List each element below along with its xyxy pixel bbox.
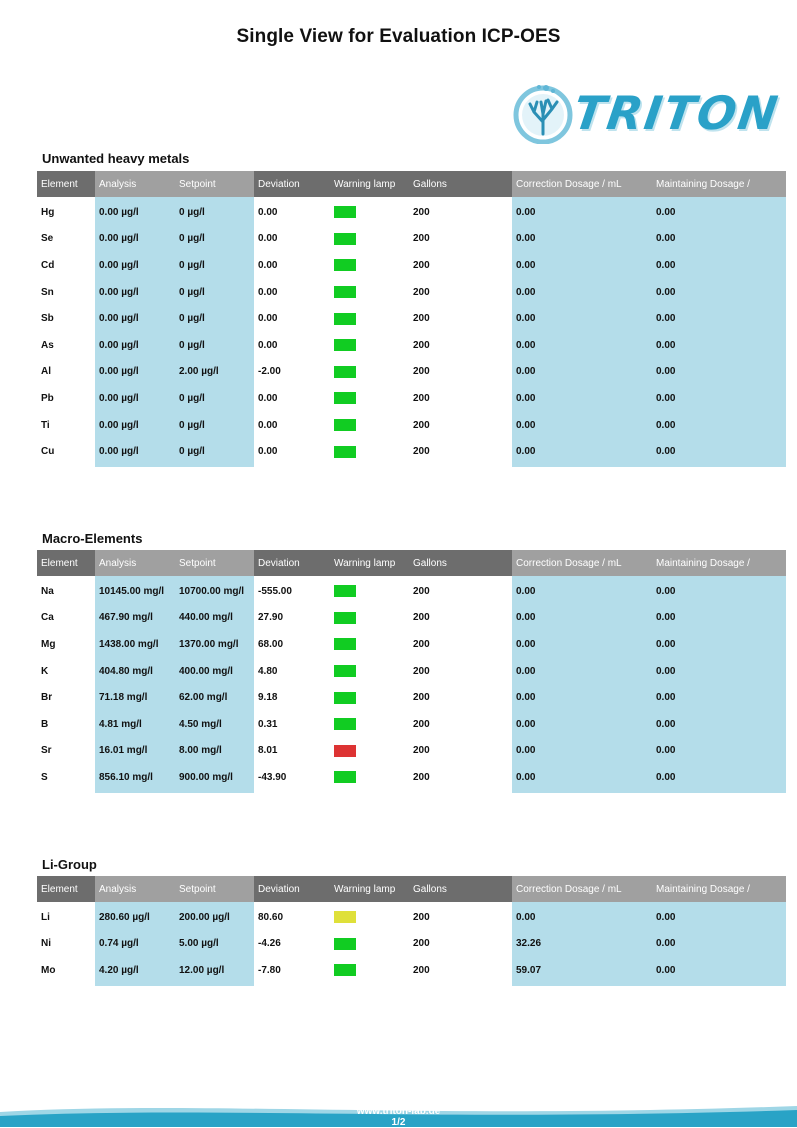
setpoint-cell: 400.00 mg/l bbox=[175, 658, 254, 685]
correction-dosage-cell: 0.00 bbox=[512, 438, 652, 467]
maintaining-dosage-cell: 0.00 bbox=[652, 385, 786, 412]
analysis-cell: 1438.00 mg/l bbox=[95, 631, 175, 658]
column-header-analysis: Analysis bbox=[95, 876, 175, 902]
setpoint-cell: 200.00 µg/l bbox=[175, 902, 254, 931]
setpoint-cell: 0 µg/l bbox=[175, 438, 254, 467]
column-header-correction-dosage: Correction Dosage / mL bbox=[512, 550, 652, 576]
deviation-cell: 0.00 bbox=[258, 313, 278, 325]
correction-dosage-cell: 0.00 bbox=[512, 226, 652, 253]
maintaining-dosage-cell: 0.00 bbox=[652, 438, 786, 467]
deviation-cell: 0.31 bbox=[258, 718, 278, 730]
element-cell: K bbox=[41, 665, 49, 677]
analysis-cell: 0.00 µg/l bbox=[95, 385, 175, 412]
deviation-cell: -4.26 bbox=[258, 938, 281, 950]
table-row bbox=[37, 252, 786, 279]
warning-lamp-cell bbox=[330, 902, 409, 931]
element-cell: Sn bbox=[41, 286, 54, 298]
analysis-cell: 0.00 µg/l bbox=[95, 412, 175, 439]
warning-lamp-green bbox=[334, 718, 356, 730]
coral-emblem-icon bbox=[512, 82, 574, 144]
correction-dosage-cell: 0.00 bbox=[512, 902, 652, 931]
correction-dosage-cell: 0.00 bbox=[512, 684, 652, 711]
warning-lamp-green bbox=[334, 339, 356, 351]
column-header-setpoint: Setpoint bbox=[175, 876, 254, 902]
deviation-cell: 8.01 bbox=[258, 745, 278, 757]
column-header-deviation: Deviation bbox=[254, 876, 330, 902]
li-group-table bbox=[37, 876, 786, 986]
analysis-cell: 0.00 µg/l bbox=[95, 359, 175, 386]
element-cell: As bbox=[41, 339, 54, 351]
gallons-cell: 200 bbox=[413, 366, 430, 378]
heavy-metals-table bbox=[37, 171, 786, 467]
column-header-analysis: Analysis bbox=[95, 550, 175, 576]
correction-dosage-cell: 0.00 bbox=[512, 658, 652, 685]
element-cell: B bbox=[41, 718, 49, 730]
maintaining-dosage-cell: 0.00 bbox=[652, 957, 786, 986]
correction-dosage-cell: 0.00 bbox=[512, 279, 652, 306]
element-cell: Na bbox=[41, 585, 54, 597]
table-row bbox=[37, 412, 786, 439]
element-cell: S bbox=[41, 771, 48, 783]
setpoint-cell: 62.00 mg/l bbox=[175, 684, 254, 711]
gallons-cell: 200 bbox=[413, 233, 430, 245]
column-header-deviation: Deviation bbox=[254, 550, 330, 576]
deviation-cell: 0.00 bbox=[258, 419, 278, 431]
warning-lamp-cell bbox=[330, 197, 409, 226]
deviation-cell: 0.00 bbox=[258, 392, 278, 404]
warning-lamp-cell bbox=[330, 684, 409, 711]
setpoint-cell: 4.50 mg/l bbox=[175, 711, 254, 738]
footer-url[interactable]: www.triton-lab.de bbox=[356, 1106, 441, 1117]
analysis-cell: 4.20 µg/l bbox=[95, 957, 175, 986]
column-header-analysis: Analysis bbox=[95, 171, 175, 197]
column-header-deviation: Deviation bbox=[254, 171, 330, 197]
table-header-row bbox=[37, 876, 786, 902]
maintaining-dosage-cell: 0.00 bbox=[652, 658, 786, 685]
deviation-cell: 0.00 bbox=[258, 339, 278, 351]
maintaining-dosage-cell: 0.00 bbox=[652, 359, 786, 386]
warning-lamp-green bbox=[334, 612, 356, 624]
table-row bbox=[37, 226, 786, 253]
deviation-cell: 0.00 bbox=[258, 233, 278, 245]
column-header-element: Element bbox=[37, 171, 95, 197]
column-header-setpoint: Setpoint bbox=[175, 550, 254, 576]
element-cell: Pb bbox=[41, 392, 54, 404]
analysis-cell: 467.90 mg/l bbox=[95, 605, 175, 632]
correction-dosage-cell: 0.00 bbox=[512, 631, 652, 658]
warning-lamp-cell bbox=[330, 359, 409, 386]
warning-lamp-cell bbox=[330, 226, 409, 253]
warning-lamp-green bbox=[334, 638, 356, 650]
analysis-cell: 856.10 mg/l bbox=[95, 764, 175, 793]
warning-lamp-cell bbox=[330, 385, 409, 412]
deviation-cell: 27.90 bbox=[258, 612, 284, 624]
warning-lamp-green bbox=[334, 585, 356, 597]
gallons-cell: 200 bbox=[413, 771, 430, 783]
column-header-warning-lamp: Warning lamp bbox=[330, 550, 409, 576]
warning-lamp-green bbox=[334, 964, 356, 976]
warning-lamp-cell bbox=[330, 279, 409, 306]
gallons-cell: 200 bbox=[413, 339, 430, 351]
correction-dosage-cell: 32.26 bbox=[512, 931, 652, 958]
element-cell: Ni bbox=[41, 938, 51, 950]
maintaining-dosage-cell: 0.00 bbox=[652, 412, 786, 439]
setpoint-cell: 5.00 µg/l bbox=[175, 931, 254, 958]
table-row bbox=[37, 332, 786, 359]
table-row bbox=[37, 684, 786, 711]
macro-elements-table bbox=[37, 550, 786, 793]
correction-dosage-cell: 0.00 bbox=[512, 764, 652, 793]
setpoint-cell: 0 µg/l bbox=[175, 385, 254, 412]
maintaining-dosage-cell: 0.00 bbox=[652, 711, 786, 738]
setpoint-cell: 12.00 µg/l bbox=[175, 957, 254, 986]
gallons-cell: 200 bbox=[413, 964, 430, 976]
maintaining-dosage-cell: 0.00 bbox=[652, 576, 786, 605]
analysis-cell: 71.18 mg/l bbox=[95, 684, 175, 711]
deviation-cell: -43.90 bbox=[258, 771, 287, 783]
setpoint-cell: 10700.00 mg/l bbox=[175, 576, 254, 605]
column-header-element: Element bbox=[37, 876, 95, 902]
warning-lamp-green bbox=[334, 771, 356, 783]
table-row bbox=[37, 738, 786, 765]
warning-lamp-green bbox=[334, 692, 356, 704]
analysis-cell: 0.00 µg/l bbox=[95, 305, 175, 332]
correction-dosage-cell: 59.07 bbox=[512, 957, 652, 986]
maintaining-dosage-cell: 0.00 bbox=[652, 764, 786, 793]
column-header-correction-dosage: Correction Dosage / mL bbox=[512, 876, 652, 902]
deviation-cell: 4.80 bbox=[258, 665, 278, 677]
maintaining-dosage-cell: 0.00 bbox=[652, 197, 786, 226]
element-cell: Br bbox=[41, 692, 53, 704]
deviation-cell: 68.00 bbox=[258, 638, 284, 650]
warning-lamp-cell bbox=[330, 332, 409, 359]
maintaining-dosage-cell: 0.00 bbox=[652, 631, 786, 658]
table-row bbox=[37, 931, 786, 958]
gallons-cell: 200 bbox=[413, 638, 430, 650]
analysis-cell: 404.80 mg/l bbox=[95, 658, 175, 685]
warning-lamp-green bbox=[334, 938, 356, 950]
correction-dosage-cell: 0.00 bbox=[512, 252, 652, 279]
analysis-cell: 10145.00 mg/l bbox=[95, 576, 175, 605]
element-cell: Li bbox=[41, 911, 50, 923]
table-row bbox=[37, 605, 786, 632]
warning-lamp-cell bbox=[330, 631, 409, 658]
section-title-li-group: Li-Group bbox=[42, 857, 97, 872]
column-header-gallons: Gallons bbox=[409, 876, 511, 902]
deviation-cell: -2.00 bbox=[258, 366, 281, 378]
column-header-setpoint: Setpoint bbox=[175, 171, 254, 197]
gallons-cell: 200 bbox=[413, 692, 430, 704]
table-header-row bbox=[37, 171, 786, 197]
setpoint-cell: 0 µg/l bbox=[175, 252, 254, 279]
setpoint-cell: 0 µg/l bbox=[175, 412, 254, 439]
column-header-warning-lamp: Warning lamp bbox=[330, 171, 409, 197]
gallons-cell: 200 bbox=[413, 206, 430, 218]
correction-dosage-cell: 0.00 bbox=[512, 711, 652, 738]
warning-lamp-cell bbox=[330, 957, 409, 986]
analysis-cell: 280.60 µg/l bbox=[95, 902, 175, 931]
element-cell: Ca bbox=[41, 612, 54, 624]
analysis-cell: 4.81 mg/l bbox=[95, 711, 175, 738]
setpoint-cell: 1370.00 mg/l bbox=[175, 631, 254, 658]
maintaining-dosage-cell: 0.00 bbox=[652, 305, 786, 332]
gallons-cell: 200 bbox=[413, 446, 430, 458]
table-row bbox=[37, 279, 786, 306]
setpoint-cell: 0 µg/l bbox=[175, 197, 254, 226]
warning-lamp-cell bbox=[330, 605, 409, 632]
setpoint-cell: 0 µg/l bbox=[175, 226, 254, 253]
footer-page-number: 1/2 bbox=[391, 1117, 406, 1128]
gallons-cell: 200 bbox=[413, 259, 430, 271]
correction-dosage-cell: 0.00 bbox=[512, 332, 652, 359]
deviation-cell: 80.60 bbox=[258, 911, 284, 923]
maintaining-dosage-cell: 0.00 bbox=[652, 738, 786, 765]
table-header-row bbox=[37, 550, 786, 576]
warning-lamp-cell bbox=[330, 658, 409, 685]
element-cell: Cd bbox=[41, 259, 55, 271]
analysis-cell: 0.00 µg/l bbox=[95, 438, 175, 467]
correction-dosage-cell: 0.00 bbox=[512, 305, 652, 332]
gallons-cell: 200 bbox=[413, 313, 430, 325]
table-row bbox=[37, 385, 786, 412]
gallons-cell: 200 bbox=[413, 585, 430, 597]
maintaining-dosage-cell: 0.00 bbox=[652, 279, 786, 306]
maintaining-dosage-cell: 0.00 bbox=[652, 684, 786, 711]
element-cell: Cu bbox=[41, 446, 55, 458]
warning-lamp-green bbox=[334, 366, 356, 378]
analysis-cell: 0.00 µg/l bbox=[95, 197, 175, 226]
warning-lamp-cell bbox=[330, 438, 409, 467]
maintaining-dosage-cell: 0.00 bbox=[652, 605, 786, 632]
table-row bbox=[37, 957, 786, 986]
setpoint-cell: 0 µg/l bbox=[175, 305, 254, 332]
deviation-cell: 0.00 bbox=[258, 206, 278, 218]
setpoint-cell: 440.00 mg/l bbox=[175, 605, 254, 632]
column-header-gallons: Gallons bbox=[409, 550, 511, 576]
table-row bbox=[37, 197, 786, 226]
warning-lamp-cell bbox=[330, 764, 409, 793]
element-cell: Mg bbox=[41, 638, 56, 650]
setpoint-cell: 2.00 µg/l bbox=[175, 359, 254, 386]
maintaining-dosage-cell: 0.00 bbox=[652, 332, 786, 359]
correction-dosage-cell: 0.00 bbox=[512, 197, 652, 226]
column-header-maintaining-dosage: Maintaining Dosage / bbox=[652, 876, 786, 902]
gallons-cell: 200 bbox=[413, 911, 430, 923]
correction-dosage-cell: 0.00 bbox=[512, 738, 652, 765]
section-title-macro-elements: Macro-Elements bbox=[42, 531, 143, 546]
deviation-cell: 0.00 bbox=[258, 286, 278, 298]
column-header-correction-dosage: Correction Dosage / mL bbox=[512, 171, 652, 197]
warning-lamp-green bbox=[334, 259, 356, 271]
warning-lamp-green bbox=[334, 286, 356, 298]
warning-lamp-cell bbox=[330, 305, 409, 332]
table-row bbox=[37, 658, 786, 685]
analysis-cell: 0.00 µg/l bbox=[95, 226, 175, 253]
column-header-maintaining-dosage: Maintaining Dosage / bbox=[652, 171, 786, 197]
gallons-cell: 200 bbox=[413, 419, 430, 431]
heavy-metals-rows bbox=[37, 197, 786, 467]
setpoint-cell: 8.00 mg/l bbox=[175, 738, 254, 765]
triton-logo bbox=[512, 80, 783, 146]
deviation-cell: 9.18 bbox=[258, 692, 278, 704]
warning-lamp-yellow bbox=[334, 911, 356, 923]
li-group-rows bbox=[37, 902, 786, 986]
warning-lamp-green bbox=[334, 665, 356, 677]
column-header-warning-lamp: Warning lamp bbox=[330, 876, 409, 902]
warning-lamp-green bbox=[334, 392, 356, 404]
analysis-cell: 0.00 µg/l bbox=[95, 279, 175, 306]
element-cell: Se bbox=[41, 233, 54, 245]
setpoint-cell: 900.00 mg/l bbox=[175, 764, 254, 793]
analysis-cell: 0.74 µg/l bbox=[95, 931, 175, 958]
table-row bbox=[37, 438, 786, 467]
gallons-cell: 200 bbox=[413, 612, 430, 624]
correction-dosage-cell: 0.00 bbox=[512, 412, 652, 439]
maintaining-dosage-cell: 0.00 bbox=[652, 252, 786, 279]
table-row bbox=[37, 305, 786, 332]
section-title-heavy-metals: Unwanted heavy metals bbox=[42, 151, 190, 166]
warning-lamp-cell bbox=[330, 711, 409, 738]
table-row bbox=[37, 764, 786, 793]
setpoint-cell: 0 µg/l bbox=[175, 332, 254, 359]
element-cell: Ti bbox=[41, 419, 50, 431]
warning-lamp-cell bbox=[330, 412, 409, 439]
warning-lamp-green bbox=[334, 233, 356, 245]
analysis-cell: 0.00 µg/l bbox=[95, 252, 175, 279]
column-header-element: Element bbox=[37, 550, 95, 576]
element-cell: Sb bbox=[41, 313, 54, 325]
gallons-cell: 200 bbox=[413, 286, 430, 298]
page-title: Single View for Evaluation ICP-OES bbox=[236, 26, 561, 47]
warning-lamp-red bbox=[334, 745, 356, 757]
gallons-cell: 200 bbox=[413, 665, 430, 677]
gallons-cell: 200 bbox=[413, 392, 430, 404]
deviation-cell: 0.00 bbox=[258, 446, 278, 458]
warning-lamp-green bbox=[334, 419, 356, 431]
setpoint-cell: 0 µg/l bbox=[175, 279, 254, 306]
gallons-cell: 200 bbox=[413, 718, 430, 730]
maintaining-dosage-cell: 0.00 bbox=[652, 226, 786, 253]
analysis-cell: 16.01 mg/l bbox=[95, 738, 175, 765]
correction-dosage-cell: 0.00 bbox=[512, 359, 652, 386]
warning-lamp-cell bbox=[330, 576, 409, 605]
table-row bbox=[37, 711, 786, 738]
table-row bbox=[37, 359, 786, 386]
warning-lamp-green bbox=[334, 313, 356, 325]
maintaining-dosage-cell: 0.00 bbox=[652, 931, 786, 958]
gallons-cell: 200 bbox=[413, 938, 430, 950]
warning-lamp-green bbox=[334, 206, 356, 218]
analysis-cell: 0.00 µg/l bbox=[95, 332, 175, 359]
element-cell: Mo bbox=[41, 964, 56, 976]
deviation-cell: -7.80 bbox=[258, 964, 281, 976]
warning-lamp-cell bbox=[330, 738, 409, 765]
maintaining-dosage-cell: 0.00 bbox=[652, 902, 786, 931]
correction-dosage-cell: 0.00 bbox=[512, 605, 652, 632]
element-cell: Hg bbox=[41, 206, 55, 218]
warning-lamp-cell bbox=[330, 931, 409, 958]
warning-lamp-cell bbox=[330, 252, 409, 279]
deviation-cell: -555.00 bbox=[258, 585, 292, 597]
macro-elements-rows bbox=[37, 576, 786, 793]
column-header-maintaining-dosage: Maintaining Dosage / bbox=[652, 550, 786, 576]
element-cell: Al bbox=[41, 366, 51, 378]
element-cell: Sr bbox=[41, 745, 52, 757]
table-row bbox=[37, 902, 786, 931]
warning-lamp-green bbox=[334, 446, 356, 458]
deviation-cell: 0.00 bbox=[258, 259, 278, 271]
gallons-cell: 200 bbox=[413, 745, 430, 757]
correction-dosage-cell: 0.00 bbox=[512, 385, 652, 412]
logo-wordmark: TRITON bbox=[570, 86, 783, 140]
column-header-gallons: Gallons bbox=[409, 171, 511, 197]
correction-dosage-cell: 0.00 bbox=[512, 576, 652, 605]
table-row bbox=[37, 576, 786, 605]
table-row bbox=[37, 631, 786, 658]
